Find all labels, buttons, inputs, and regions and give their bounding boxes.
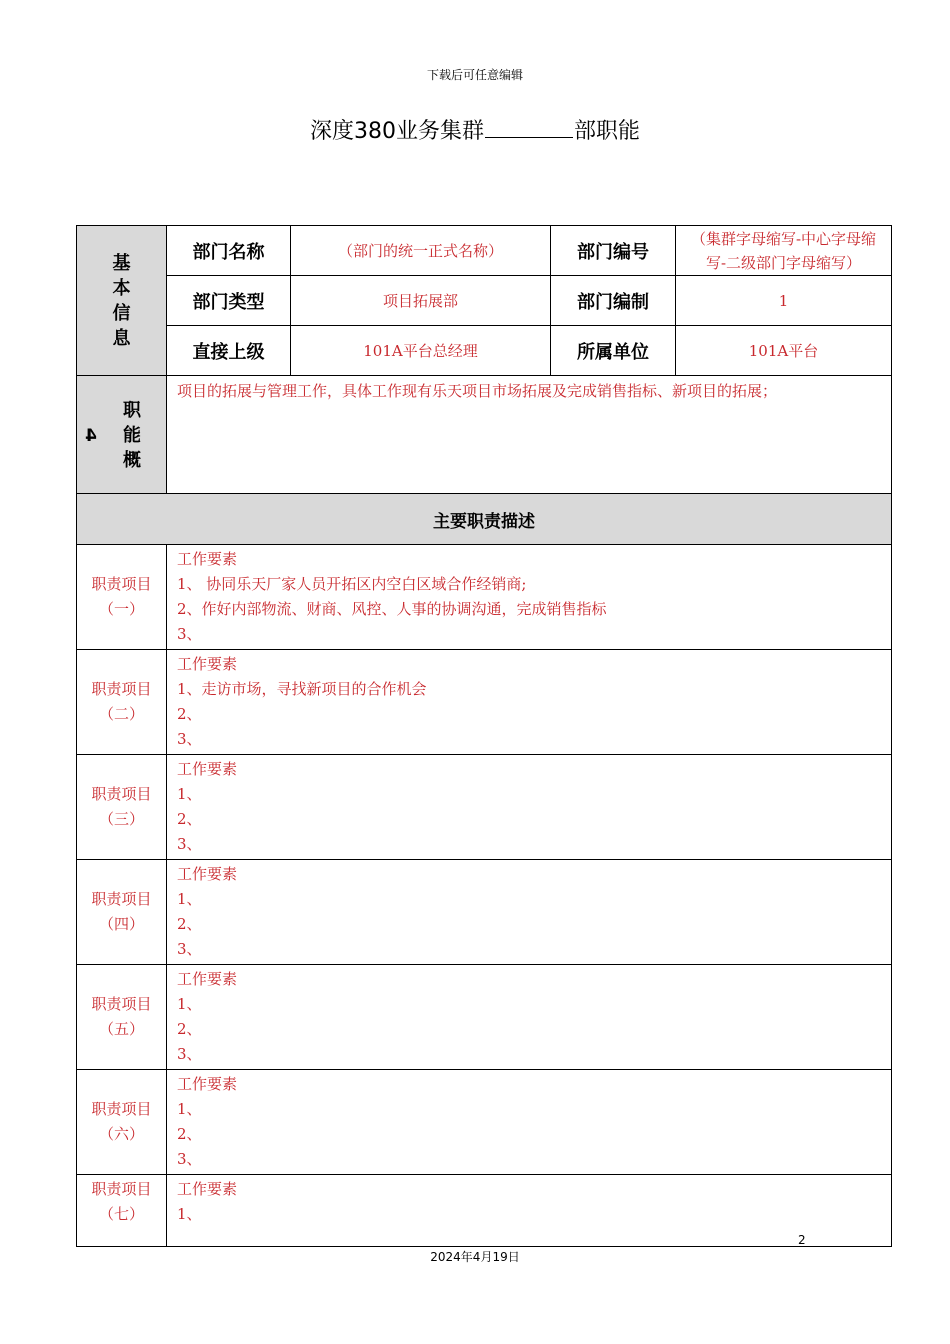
function-summary-char: 职 [123,400,141,421]
basic-info-char: 息 [112,327,131,349]
duty-body [167,1070,892,1175]
affiliated-unit-label: 所属单位 [551,326,676,376]
basic-info-char: 基 [112,252,131,274]
dept-staffing-value: 1 [676,276,892,326]
duty-line: 工作要素 [177,1180,238,1198]
duty-label-text: 职责项目 [91,995,152,1013]
function-summary-row [77,376,892,494]
duty-label-text: 职责项目 [91,1180,152,1198]
duty-label-text: 职责项目 [91,1100,152,1118]
duty-line: 2、 [177,915,202,933]
dept-name-label: 部门名称 [167,226,291,276]
duty-row [77,755,892,860]
duty-label [77,1070,167,1175]
basic-info-header [77,226,167,376]
duty-row [77,545,892,650]
page-title [0,114,950,145]
duty-number: （一） [98,600,144,618]
dept-code-label: 部门编号 [551,226,676,276]
dept-type-label: 部门类型 [167,276,291,326]
function-summary-chars [123,398,141,473]
duty-line: 3、 [177,625,202,643]
duty-line: 1、 [177,890,202,908]
duty-label-text: 职责项目 [91,890,152,908]
duty-line: 1、走访市场，寻找新项目的合作机会 [177,680,427,698]
duty-line: 工作要素 [177,760,238,778]
duty-number: （六） [98,1125,144,1143]
basic-info-char: 信 [112,302,131,324]
duty-line: 1、 协同乐天厂家人员开拓区内空白区域合作经销商; [177,575,527,593]
duty-line: 3、 [177,730,202,748]
header-note: 下载后可任意编辑 [426,68,523,82]
duty-label [77,755,167,860]
title-suffix: 部职能 [573,119,640,144]
dept-staffing-label: 部门编制 [551,276,676,326]
duty-body [167,545,892,650]
duty-row [77,650,892,755]
function-table [76,225,892,1247]
duty-row [77,860,892,965]
function-summary-text: 项目的拓展与管理工作，具体工作现有乐天项目市场拓展及完成销售指标、新项目的拓展； [167,376,892,494]
duty-label [77,1175,167,1247]
duty-label [77,650,167,755]
duty-line: 3、 [177,1045,202,1063]
duty-line: 工作要素 [177,865,238,883]
title-blank-line [485,115,573,138]
duty-row [77,965,892,1070]
duty-line: 2、 [177,810,202,828]
duty-line: 3、 [177,1150,202,1168]
duty-label-text: 职责项目 [91,785,152,803]
duty-body [167,650,892,755]
duty-line: 1、 [177,995,202,1013]
duty-label [77,545,167,650]
duties-header-row [77,494,892,545]
duty-body [167,755,892,860]
duty-row [77,1070,892,1175]
duty-line: 1、 [177,1205,202,1223]
dept-name-value: （部门的统一正式名称） [291,226,551,276]
function-summary-header [77,376,167,494]
duty-line: 3、 [177,940,202,958]
duty-line: 2、 [177,1125,202,1143]
info-row [77,276,892,326]
duty-body [167,1175,892,1247]
duty-label-text: 职责项目 [91,680,152,698]
duty-line: 1、 [177,1100,202,1118]
duty-number: （二） [98,705,144,723]
duty-line: 工作要素 [177,655,238,673]
footer-date: 2024年4月19日 [430,1250,520,1264]
basic-info-char: 本 [112,277,131,299]
duty-line: 2、作好内部物流、财商、风控、人事的协调沟通，完成销售指标 [177,600,607,618]
duty-label [77,965,167,1070]
page-number: 2 [798,1233,806,1247]
duty-number: （三） [98,810,144,828]
duty-line: 工作要素 [177,970,238,988]
duty-line: 2、 [177,705,202,723]
info-row [77,226,892,276]
direct-superior-label: 直接上级 [167,326,291,376]
duty-line: 3、 [177,835,202,853]
duties-header: 主要职责描述 [77,494,892,545]
duty-number: （五） [98,1020,144,1038]
duty-line: 工作要素 [177,550,238,568]
duty-number: （四） [98,915,144,933]
direct-superior-value: 101A平台总经理 [291,326,551,376]
duty-body [167,860,892,965]
duty-line: 2、 [177,1020,202,1038]
duty-number: （七） [98,1205,144,1223]
function-summary-char: 概 [123,450,141,471]
dept-type-value: 项目拓展部 [291,276,551,326]
title-prefix: 深度380业务集群 [309,119,484,144]
duty-label [77,860,167,965]
function-summary-char: 能 [123,425,141,446]
info-row [77,326,892,376]
duty-line: 工作要素 [177,1075,238,1093]
affiliated-unit-value: 101A平台 [676,326,892,376]
duty-line: 1、 [177,785,202,803]
duty-label-text: 职责项目 [91,575,152,593]
function-summary-mark: 4 [85,426,97,446]
dept-code-value: （集群字母缩写-中心字母缩写-二级部门字母缩写） [676,226,892,276]
duty-row [77,1175,892,1247]
duty-body [167,965,892,1070]
